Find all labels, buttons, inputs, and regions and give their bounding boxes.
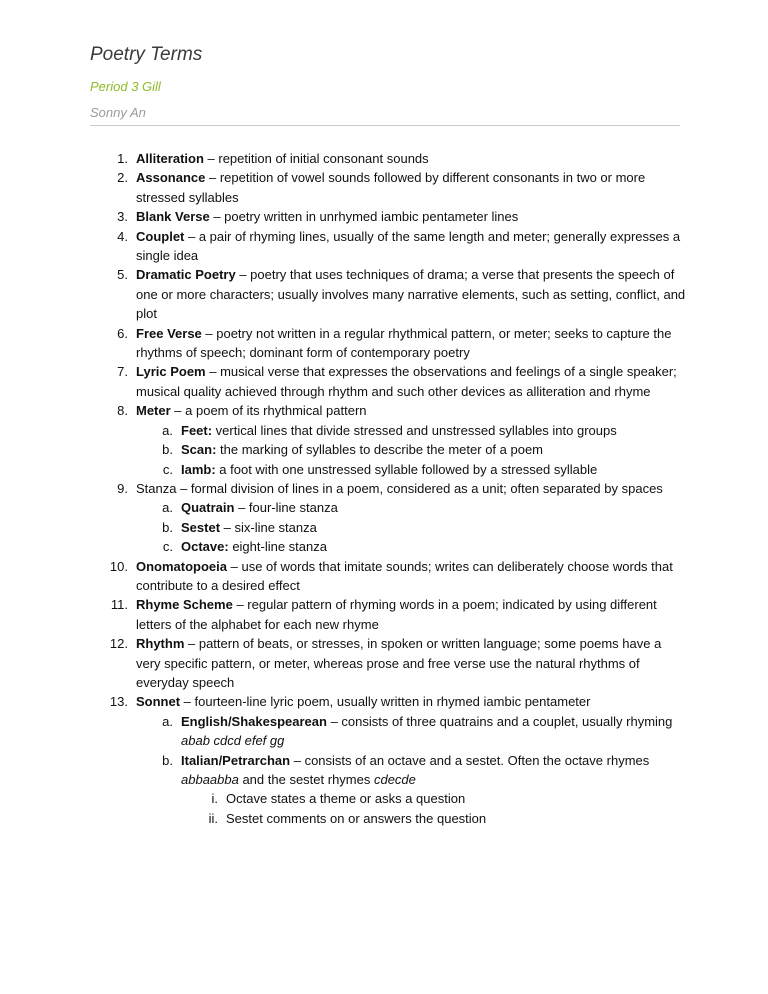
term-name: Free Verse [136, 325, 202, 341]
item-text: Octave states a theme or asks a question [226, 791, 466, 807]
document-title: Poetry Terms [90, 44, 203, 65]
term-name: Feet: [181, 422, 213, 438]
term-definition: vertical lines that divide stressed and unstressed syllables into groups [212, 422, 617, 438]
sub-list-item [162, 537, 686, 556]
list-item [109, 634, 686, 692]
item-number: 10. [109, 558, 128, 574]
term-definition: – use of words that imitate sounds; writes can deliberately choose words that contribute to a desired effect [136, 558, 673, 593]
sub-sub-list-item [208, 809, 686, 828]
item-letter: a. [162, 422, 173, 438]
term-definition: – musical verse that expresses the observations and feelings of a single speaker; musical quality achieved through rhythm and such other devices as alliteration and rhyme [136, 364, 677, 399]
term-name: Octave: [181, 539, 229, 555]
sub-list-item [162, 751, 686, 790]
document-author: Sonny An [90, 105, 146, 120]
sub-list-item [162, 421, 686, 440]
terms-list [109, 149, 686, 828]
list-item [117, 149, 686, 168]
rhyme-pattern: abbaabba [181, 772, 239, 787]
list-item [117, 362, 686, 401]
term-name: Couplet [136, 228, 185, 244]
list-item [110, 595, 686, 634]
term-name: Alliteration [136, 151, 204, 166]
item-roman: i. [211, 791, 218, 807]
item-letter: c. [162, 539, 173, 555]
term-definition: – repetition of vowel sounds followed by different consonants in two or more stressed syllables [136, 170, 646, 205]
list-item [117, 227, 686, 266]
term-definition: – consists of an octave and a sestet. Often the octave rhymes [290, 752, 650, 768]
list-item [117, 401, 686, 420]
sub-list-item [162, 440, 686, 459]
term-definition: – poetry written in unrhymed iambic pentameter lines [209, 209, 519, 225]
term-name: Meter [136, 403, 171, 419]
item-number: 6. [117, 325, 128, 341]
header-divider [90, 125, 680, 126]
item-number: 8. [117, 403, 128, 419]
sub-list-item [162, 518, 686, 537]
item-roman: ii. [208, 810, 218, 826]
term-definition: eight-line stanza [228, 539, 327, 555]
item-letter: a. [162, 500, 173, 516]
term-definition: – poetry not written in a regular rhythmical pattern, or meter; seeks to capture the rhythms of speech; dominant form of contemporary poetry [136, 325, 672, 361]
term-definition: – fourteen-line lyric poem, usually written in rhymed iambic pentameter [180, 694, 591, 710]
term-name: English/Shakespearean [181, 713, 327, 729]
term-name: Sestet [181, 519, 221, 535]
item-letter: b. [162, 442, 173, 458]
item-number: 9. [117, 480, 128, 496]
term-definition: – pattern of beats, or stresses, in spoken or written language; some poems have a very specific pattern, or meter, whereas prose and free verse use the natural rhythms of everyday speech [136, 636, 662, 690]
list-item [109, 692, 686, 711]
term-name: Rhyme Scheme [136, 597, 233, 613]
term-name: Onomatopoeia [136, 558, 228, 574]
item-number: 2. [117, 170, 128, 186]
item-number: 11. [110, 597, 128, 613]
item-text: Sestet comments on or answers the question [226, 810, 487, 826]
sub-list-item [162, 498, 686, 517]
item-number: 1. [117, 151, 128, 166]
item-letter: a. [162, 713, 173, 729]
term-definition: – regular pattern of rhyming words in a poem; indicated by using different letters of the alphabet for each new rhyme [136, 597, 657, 632]
item-number: 3. [117, 209, 128, 225]
term-definition: – six-line stanza [220, 519, 317, 535]
item-letter: c. [162, 461, 173, 477]
term-definition: – a poem of its rhythmical pattern [170, 403, 367, 419]
term-definition: – repetition of initial consonant sounds [203, 151, 429, 166]
term-name: Italian/Petrarchan [181, 752, 291, 768]
list-item [109, 557, 686, 596]
term-definition: – consists of three quatrains and a couplet, usually rhyming [326, 713, 673, 729]
item-number: 13. [109, 694, 128, 710]
sub-list-item [162, 460, 686, 479]
item-number: 4. [117, 228, 128, 244]
term-definition-tail: and the sestet rhymes [238, 772, 374, 787]
item-letter: b. [162, 519, 173, 535]
list-item [117, 265, 686, 323]
term-name: Sonnet [136, 694, 181, 710]
rhyme-pattern: abab cdcd efef gg [181, 733, 285, 749]
item-number: 12. [109, 636, 128, 652]
term-name: Scan: [181, 442, 217, 458]
term-definition: – four-line stanza [234, 500, 338, 516]
term-definition: – a pair of rhyming lines, usually of the same length and meter; generally expresses a single idea [136, 228, 681, 264]
sub-sub-list-item [211, 789, 686, 808]
term-definition: Stanza – formal division of lines in a poem, considered as a unit; often separated by spaces [136, 480, 663, 496]
term-name: Iamb: [181, 461, 216, 477]
term-name: Lyric Poem [136, 364, 206, 380]
item-number: 7. [117, 364, 128, 380]
term-definition: a foot with one unstressed syllable followed by a stressed syllable [215, 461, 598, 477]
term-name: Assonance [136, 170, 206, 186]
term-name: Blank Verse [136, 209, 210, 225]
term-definition: the marking of syllables to describe the meter of a poem [216, 442, 544, 458]
rhyme-pattern: cdecde [373, 772, 416, 787]
term-name: Quatrain [181, 500, 235, 516]
list-item [117, 207, 686, 226]
list-item [117, 168, 686, 207]
term-name: Dramatic Poetry [136, 267, 236, 283]
term-name: Rhythm [136, 636, 185, 652]
item-number: 5. [117, 267, 128, 283]
list-item [117, 479, 686, 498]
sub-list-item [162, 712, 686, 751]
term-definition: – poetry that uses techniques of drama; a verse that presents the speech of one or more characters; usually involves many narrative elements, such as setting, conflict, and plot [136, 267, 686, 322]
item-letter: b. [162, 752, 173, 768]
list-item [117, 324, 686, 363]
document-subtitle: Period 3 Gill [90, 79, 161, 94]
